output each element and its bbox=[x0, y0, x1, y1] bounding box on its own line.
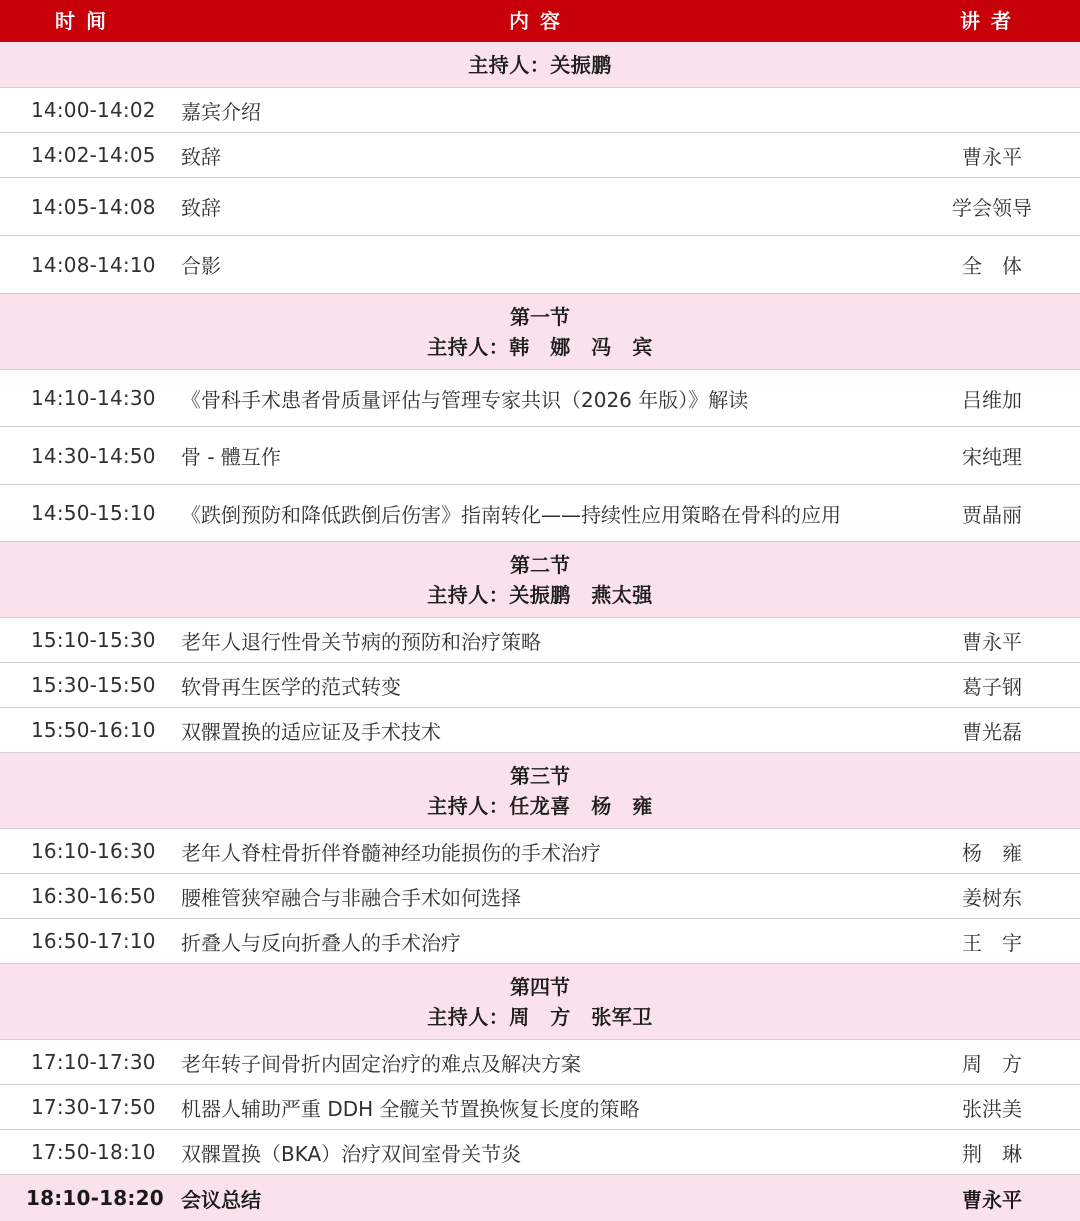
row-speaker: 曹光磊 bbox=[962, 719, 1022, 744]
row-topic: 双髁置换（BKA）治疗双间室骨关节炎 bbox=[181, 1141, 522, 1166]
row-topic: 双髁置换的适应证及手术技术 bbox=[181, 719, 441, 744]
row-topic: 老年人退行性骨关节病的预防和治疗策略 bbox=[181, 629, 541, 654]
section-title: 第四节 bbox=[510, 974, 570, 999]
row-topic: 嘉宾介绍 bbox=[181, 99, 261, 124]
row-speaker: 葛子钢 bbox=[962, 674, 1022, 699]
row-topic: 合影 bbox=[181, 254, 221, 278]
header-time: 时 间 bbox=[55, 9, 108, 33]
row-time: 15:10-15:30 bbox=[31, 628, 156, 652]
row-time: 15:50-16:10 bbox=[31, 718, 156, 742]
section-title: 第一节 bbox=[510, 304, 570, 329]
row-time: 17:30-17:50 bbox=[31, 1095, 156, 1119]
row-time: 14:30-14:50 bbox=[31, 443, 156, 468]
table-row bbox=[0, 427, 1080, 485]
row-speaker: 曹永平 bbox=[962, 629, 1022, 654]
section-host: 主持人：周 方 张军卫 bbox=[427, 1004, 653, 1029]
row-time: 14:08-14:10 bbox=[31, 252, 156, 277]
row-time: 16:50-17:10 bbox=[31, 929, 156, 953]
section-header bbox=[0, 542, 1080, 618]
table-row bbox=[0, 663, 1080, 708]
section-host: 主持人：任龙喜 杨 雍 bbox=[427, 793, 653, 818]
row-topic: 老年转子间骨折内固定治疗的难点及解决方案 bbox=[181, 1051, 581, 1076]
row-time: 14:02-14:05 bbox=[31, 143, 156, 167]
row-time: 16:30-16:50 bbox=[31, 884, 156, 908]
table-row bbox=[0, 236, 1080, 294]
row-time: 17:10-17:30 bbox=[31, 1050, 156, 1074]
table-row bbox=[0, 1085, 1080, 1130]
summary-row bbox=[0, 1175, 1080, 1221]
row-topic: 软骨再生医学的范式转变 bbox=[181, 674, 401, 699]
row-time: 17:50-18:10 bbox=[31, 1140, 156, 1164]
table-row bbox=[0, 618, 1080, 663]
section-header bbox=[0, 753, 1080, 829]
row-topic: 致辞 bbox=[181, 144, 221, 169]
table-body bbox=[0, 42, 1080, 1221]
row-speaker: 姜树东 bbox=[962, 885, 1022, 910]
row-time: 15:30-15:50 bbox=[31, 673, 156, 697]
row-topic: 致辞 bbox=[181, 196, 221, 220]
section-header bbox=[0, 294, 1080, 370]
section-host: 主持人：韩 娜 冯 宾 bbox=[427, 334, 653, 359]
row-topic: 老年人脊柱骨折伴脊髓神经功能损伤的手术治疗 bbox=[181, 840, 601, 865]
table-row bbox=[0, 919, 1080, 964]
table-row bbox=[0, 708, 1080, 753]
row-speaker: 荆 琳 bbox=[962, 1141, 1022, 1166]
row-speaker: 周 方 bbox=[962, 1051, 1022, 1076]
table-row bbox=[0, 370, 1080, 427]
row-topic: 《骨科手术患者骨质量评估与管理专家共识（2026 年版）》解读 bbox=[181, 387, 749, 412]
row-topic: 机器人辅助严重 DDH 全髋关节置换恢复长度的策略 bbox=[181, 1096, 640, 1121]
row-speaker: 曹永平 bbox=[962, 1187, 1022, 1212]
row-speaker: 杨 雍 bbox=[962, 840, 1022, 865]
table-row bbox=[0, 178, 1080, 236]
row-time: 14:00-14:02 bbox=[31, 98, 156, 122]
table-row bbox=[0, 1130, 1080, 1175]
row-topic: 《跌倒预防和降低跌倒后伤害》指南转化——持续性应用策略在骨科的应用 bbox=[181, 502, 841, 527]
row-time: 14:05-14:08 bbox=[31, 194, 156, 219]
row-time: 18:10-18:20 bbox=[26, 1186, 164, 1210]
table-row bbox=[0, 874, 1080, 919]
row-speaker bbox=[948, 88, 1036, 132]
row-speaker: 王 宇 bbox=[962, 930, 1022, 955]
section-title: 第三节 bbox=[510, 763, 570, 788]
row-topic: 会议总结 bbox=[181, 1187, 261, 1212]
table-row bbox=[0, 829, 1080, 874]
table-row bbox=[0, 133, 1080, 178]
row-topic: 骨 - 體互作 bbox=[181, 445, 281, 469]
header-speaker: 讲 者 bbox=[960, 9, 1013, 33]
row-speaker: 贾晶丽 bbox=[962, 502, 1022, 527]
table-header bbox=[0, 0, 1080, 42]
row-topic: 腰椎管狭窄融合与非融合手术如何选择 bbox=[181, 885, 521, 910]
row-speaker: 宋纯理 bbox=[962, 445, 1022, 469]
row-speaker: 曹永平 bbox=[962, 144, 1022, 169]
row-speaker: 学会领导 bbox=[952, 196, 1032, 220]
table-row bbox=[0, 88, 1080, 133]
row-speaker: 全 体 bbox=[962, 254, 1022, 278]
row-time: 14:50-15:10 bbox=[31, 501, 156, 525]
row-time: 16:10-16:30 bbox=[31, 839, 156, 863]
section-header bbox=[0, 964, 1080, 1040]
section-host: 主持人：关振鹏 燕太强 bbox=[427, 582, 653, 607]
header-content: 内 容 bbox=[509, 9, 562, 33]
row-speaker: 张洪美 bbox=[962, 1096, 1022, 1121]
table-row bbox=[0, 485, 1080, 542]
table-row bbox=[0, 1040, 1080, 1085]
row-time: 14:10-14:30 bbox=[31, 386, 156, 410]
section-host: 主持人：关振鹏 bbox=[468, 52, 612, 77]
section-title: 第二节 bbox=[510, 552, 570, 577]
row-speaker: 吕维加 bbox=[962, 387, 1022, 412]
row-topic: 折叠人与反向折叠人的手术治疗 bbox=[181, 930, 461, 955]
section-header bbox=[0, 42, 1080, 88]
